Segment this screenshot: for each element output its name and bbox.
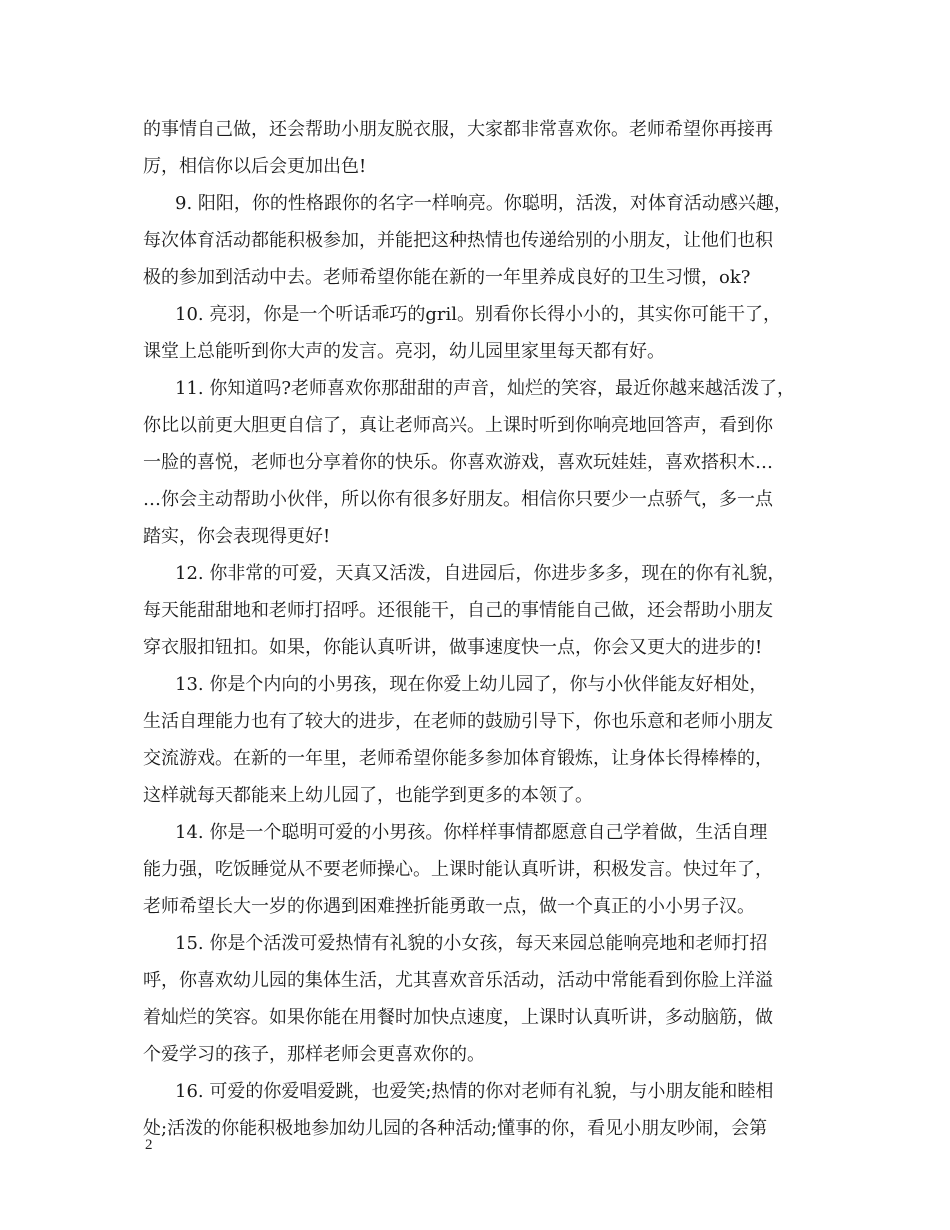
text-line: 你比以前更大胆更自信了，真让老师高兴。上课时听到你响亮地回答声，看到你: [143, 415, 773, 436]
text-line: 交流游戏。在新的一年里，老师希望你能多参加体育锻炼，让身体长得棒棒的，: [143, 748, 773, 769]
text-line: 的事情自己做，还会帮助小朋友脱衣服，大家都非常喜欢你。老师希望你再接再: [143, 119, 773, 140]
text-line: 呼，你喜欢幼儿园的集体生活，尤其喜欢音乐活动，活动中常能看到你脸上洋溢: [143, 970, 773, 991]
text-line: 能力强，吃饭睡觉从不要老师操心。上课时能认真听讲，积极发言。快过年了，: [143, 859, 773, 880]
text-line: …你会主动帮助小伙伴，所以你有很多好朋友。相信你只要少一点骄气，多一点: [143, 489, 773, 510]
paragraph-10-start: 10. 亮羽，你是一个听话乖巧的gril。别看你长得小小的，其实你可能干了，: [175, 304, 781, 325]
text-line: 一脸的喜悦，老师也分享着你的快乐。你喜欢游戏，喜欢玩娃娃，喜欢搭积木…: [143, 452, 773, 473]
text-line: 生活自理能力也有了较大的进步，在老师的鼓励引导下，你也乐意和老师小朋友: [143, 711, 773, 732]
paragraph-16-start: 16. 可爱的你爱唱爱跳，也爱笑;热情的你对老师有礼貌，与小朋友能和睦相: [175, 1081, 774, 1102]
text-line: 个爱学习的孩子，那样老师会更喜欢你的。: [143, 1044, 485, 1065]
text-line: 每天能甜甜地和老师打招呼。还很能干，自己的事情能自己做，还会帮助小朋友: [143, 600, 773, 621]
text-line: 处;活泼的你能积极地参加幼儿园的各种活动;懂事的你，看见小朋友吵闹，会第: [143, 1118, 768, 1139]
text-line: 这样就每天都能来上幼儿园了，也能学到更多的本领了。: [143, 785, 593, 806]
paragraph-13-start: 13. 你是个内向的小男孩，现在你爱上幼儿园了，你与小伙伴能友好相处，: [175, 674, 768, 695]
text-line: 踏实，你会表现得更好!: [143, 526, 331, 547]
paragraph-12-start: 12. 你非常的可爱，天真又活泼，自进园后，你进步多多，现在的你有礼貌，: [175, 563, 786, 584]
text-line: 极的参加到活动中去。老师希望你能在新的一年里养成良好的卫生习惯，ok?: [143, 267, 751, 288]
text-line: 课堂上总能听到你大声的发言。亮羽，幼儿园里家里每天都有好。: [143, 341, 665, 362]
paragraph-15-start: 15. 你是个活泼可爱热情有礼貌的小女孩，每天来园总能响亮地和老师打招: [175, 933, 768, 954]
text-line: 每次体育活动都能积极参加，并能把这种热情也传递给别的小朋友，让他们也积: [143, 230, 773, 251]
text-line: 厉，相信你以后会更加出色!: [143, 156, 367, 177]
paragraph-9-start: 9. 阳阳，你的性格跟你的名字一样响亮。你聪明，活泼，对体育活动感兴趣，: [175, 193, 792, 214]
text-line: 着灿烂的笑容。如果你能在用餐时加快点速度，上课时认真听讲，多动脑筋，做: [143, 1007, 773, 1028]
page-number: 2: [145, 1137, 153, 1153]
text-line: 穿衣服扣钮扣。如果，你能认真听讲，做事速度快一点，你会又更大的进步的!: [143, 637, 763, 658]
paragraph-14-start: 14. 你是一个聪明可爱的小男孩。你样样事情都愿意自己学着做，生活自理: [175, 822, 768, 843]
paragraph-11-start: 11. 你知道吗?老师喜欢你那甜甜的声音，灿烂的笑容，最近你越来越活泼了，: [175, 378, 795, 399]
text-line: 老师希望长大一岁的你遇到困难挫折能勇敢一点，做一个真正的小小男子汉。: [143, 896, 755, 917]
